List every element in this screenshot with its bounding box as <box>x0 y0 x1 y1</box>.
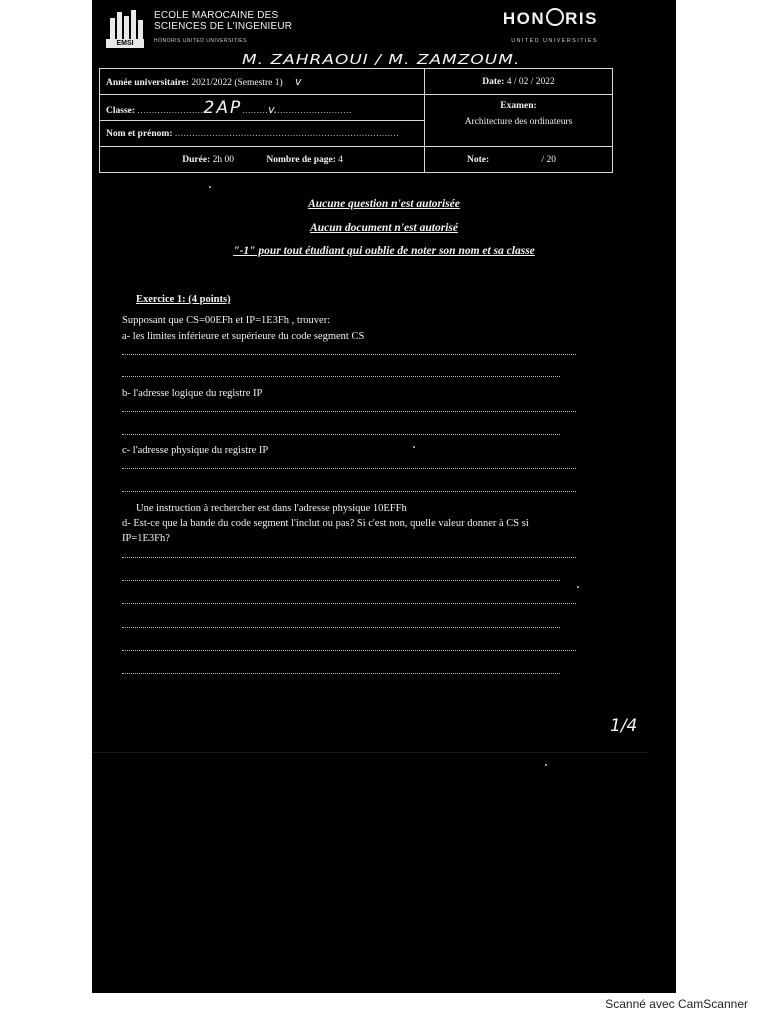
examen-value: Architecture des ordinateurs <box>464 117 573 127</box>
nom-cell: Nom et prénom: .............................................................................. <box>100 121 425 147</box>
honoris-circle-icon <box>546 8 564 26</box>
classe-mark: v. <box>268 102 278 116</box>
question-c: c- l'adresse physique du registre IP <box>122 445 269 456</box>
pages-label: Nombre de page: <box>266 154 336 165</box>
instruction-text: Une instruction à rechercher est dans l'adresse physique 10EFFh <box>136 503 407 514</box>
answer-line <box>122 673 560 674</box>
answer-line <box>122 580 560 581</box>
honoris-small-caption: HONORIS UNITED UNIVERSITIES <box>154 38 247 44</box>
camscanner-watermark: Scanné avec CamScanner <box>605 997 748 1011</box>
classe-label: Classe: <box>106 105 136 116</box>
annee-check: v <box>295 75 302 88</box>
scan-speck <box>545 764 547 766</box>
date-value: 4 / 02 / 2022 <box>506 76 555 87</box>
honoris-tagline: UNITED UNIVERSITIES <box>511 38 598 44</box>
school-name-line1: ECOLE MAROCAINE DES <box>154 10 279 21</box>
duree-value: 2h 00 <box>212 154 234 165</box>
pages-value: 4 <box>338 154 343 165</box>
classe-cell: Classe: .......................2AP.........v........................... <box>100 95 425 121</box>
answer-line <box>122 650 576 651</box>
teachers-handwritten: M. ZAHRAOUI / M. ZAMZOUM. <box>242 52 521 68</box>
note-label: Note: <box>467 154 490 165</box>
emsi-badge: EMSI <box>106 39 144 48</box>
school-name-line2: SCIENCES DE L'INGENIEUR <box>154 21 293 32</box>
duree-label: Durée: <box>182 154 211 165</box>
duree-pages-cell <box>100 147 425 173</box>
question-d-line1: d- Est-ce que la bande du code segment l'inclut ou pas? Si c'est non, quelle valeur donner à CS si <box>122 518 529 529</box>
note-cell <box>425 147 613 173</box>
answer-line <box>122 354 576 355</box>
school-name <box>154 10 292 32</box>
answer-line <box>122 603 576 604</box>
examen-cell <box>425 95 613 147</box>
emsi-logo <box>106 10 296 50</box>
emsi-building-icon <box>106 10 144 48</box>
honoris-logo: HON RIS <box>502 9 598 28</box>
question-d-line2: IP=1E3Fh? <box>122 533 170 544</box>
scan-speck <box>413 446 415 448</box>
answer-line <box>122 434 560 435</box>
exercise-intro: Supposant que CS=00EFh et IP=1E3Fh , trouver: <box>122 315 331 326</box>
exam-info-table <box>99 68 613 173</box>
answer-line <box>122 627 560 628</box>
answer-line <box>122 376 560 377</box>
scan-speck <box>577 586 579 588</box>
annee-value: 2021/2022 (Semestre 1) <box>191 78 283 88</box>
annee-cell <box>100 69 425 95</box>
classe-handwritten: 2AP <box>203 97 243 118</box>
rule-no-documents: Aucun document n'est autorisé <box>310 222 458 234</box>
scanned-exam-page <box>92 0 676 993</box>
answer-line <box>122 468 576 469</box>
rule-no-questions: Aucune question n'est autorisée <box>308 198 460 210</box>
rule-name-penalty: "-1" pour tout étudiant qui oublie de noter son nom et sa classe <box>233 245 535 257</box>
annee-label: Année universitaire: <box>106 78 189 88</box>
answer-line <box>122 491 576 492</box>
nom-label: Nom et prénom: <box>106 128 173 139</box>
exercise-title: Exercice 1: (4 points) <box>136 294 231 305</box>
note-value: / 20 <box>541 154 557 165</box>
date-label: Date: <box>482 76 505 87</box>
page-edge <box>92 752 648 753</box>
answer-line <box>122 557 576 558</box>
examen-label: Examen: <box>500 101 537 111</box>
question-b: b- l'adresse logique du registre IP <box>122 388 263 399</box>
answer-line <box>122 411 576 412</box>
scan-speck <box>209 186 211 188</box>
date-cell <box>425 69 613 95</box>
page-number: 1/4 <box>610 716 638 736</box>
question-a: a- les limites inférieure et supérieure du code segment CS <box>122 331 365 342</box>
